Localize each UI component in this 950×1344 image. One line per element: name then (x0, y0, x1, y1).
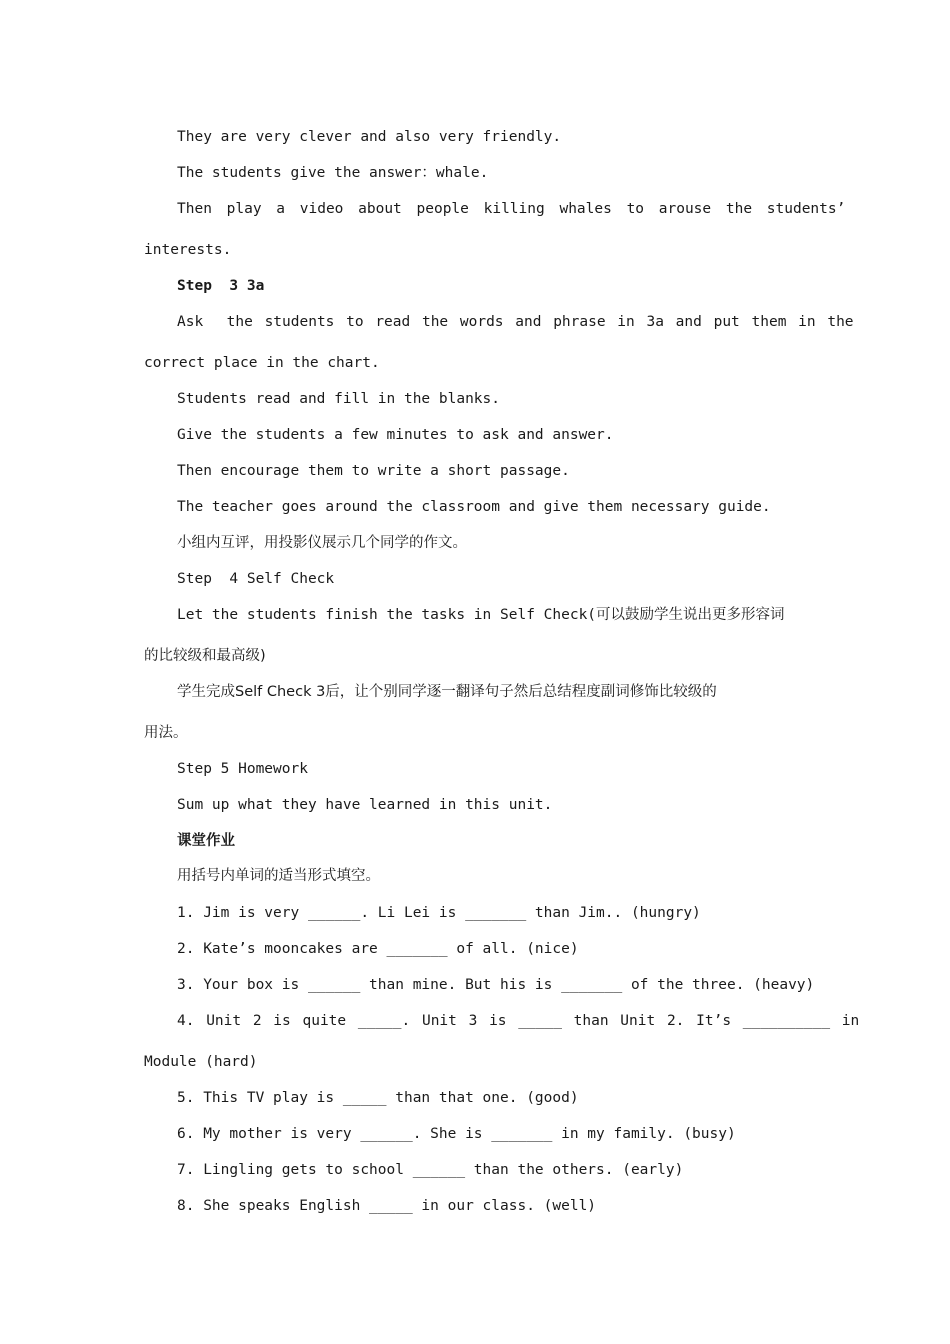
step-heading: Step 5 Homework (177, 761, 308, 777)
paragraph-line: correct place in the chart. (144, 355, 380, 371)
step-heading: Step 3 3a (177, 278, 265, 294)
exercise-item: 4. Unit 2 is quite _____. Unit 3 is _____ than Unit 2. It’s __________ in (177, 1013, 860, 1029)
exercise-item: 8. She speaks English _____ in our class. (well) (177, 1198, 597, 1214)
exercise-item: 2. Kate’s mooncakes are _______ of all. (nice) (177, 941, 579, 957)
paragraph-line: Give the students a few minutes to ask and answer. (177, 427, 614, 443)
paragraph-line: interests. (144, 242, 232, 258)
paragraph-line: Let the students finish the tasks in Self Check(可以鼓励学生说出更多形容词 (177, 607, 785, 623)
paragraph-line: Sum up what they have learned in this unit. (177, 797, 553, 813)
exercise-item: 5. This TV play is _____ than that one. (good) (177, 1090, 579, 1106)
section-heading: 课堂作业 (177, 833, 235, 849)
paragraph-line: They are very clever and also very friendly. (177, 129, 562, 145)
paragraph-line: 小组内互评，用投影仪展示几个同学的作文。 (177, 535, 467, 551)
exercise-item: 1. Jim is very ______. Li Lei is _______ than Jim.. (hungry) (177, 905, 701, 921)
paragraph-line: 学生完成Self Check 3后，让个别同学逐一翻译句子然后总结程度副词修饰比较级的 (177, 684, 717, 700)
exercise-item: 3. Your box is ______ than mine. But his is _______ of the three. (heavy) (177, 977, 815, 993)
paragraph-line: Students read and fill in the blanks. (177, 391, 501, 407)
paragraph-line: Then play a video about people killing whales to arouse the students’ (177, 201, 846, 217)
exercise-instruction: 用括号内单词的适当形式填空。 (177, 868, 380, 884)
paragraph-line: Ask the students to read the words and phrase in 3a and put them in the (177, 314, 854, 330)
paragraph-line: 的比较级和最高级) (144, 648, 266, 664)
paragraph-line: Then encourage them to write a short passage. (177, 463, 570, 479)
step-heading: Step 4 Self Check (177, 571, 335, 587)
paragraph-line: 用法。 (144, 725, 188, 741)
exercise-item: Module (hard) (144, 1054, 258, 1070)
exercise-item: 7. Lingling gets to school ______ than the others. (early) (177, 1162, 684, 1178)
paragraph-line: The students give the answer：whale. (177, 165, 489, 181)
exercise-item: 6. My mother is very ______. She is _______ in my family. (busy) (177, 1126, 736, 1142)
paragraph-line: The teacher goes around the classroom and give them necessary guide. (177, 499, 771, 515)
